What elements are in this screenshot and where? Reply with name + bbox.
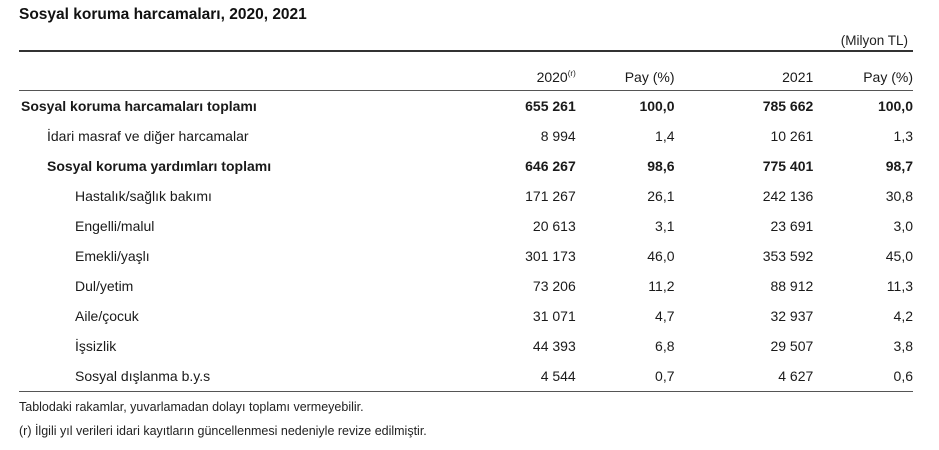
unit-label: (Milyon TL) (840, 33, 908, 48)
header-label-cell (19, 65, 425, 91)
value-2021: 10 261 (770, 128, 814, 144)
share-2020: 4,7 (655, 308, 675, 324)
header-share-2020: Pay (%) (576, 65, 675, 91)
share-2020: 46,0 (647, 248, 675, 264)
table-row (19, 211, 913, 241)
row-label: Sosyal dışlanma b.y.s (19, 361, 425, 392)
top-rule (19, 50, 913, 52)
expenditure-table (19, 65, 913, 392)
header-2020-label: 2020 (536, 69, 568, 85)
value-2021: 353 592 (762, 248, 814, 264)
value-2021: 242 136 (762, 188, 814, 204)
header-2021: 2021 (675, 65, 814, 91)
share-2020: 100,0 (639, 98, 675, 114)
table-row (19, 241, 913, 271)
table-row (19, 331, 913, 361)
share-2021: 98,7 (885, 158, 913, 174)
value-2021: 4 627 (675, 361, 814, 392)
table-header-row (19, 65, 913, 91)
row-label: Dul/yetim (75, 278, 134, 294)
value-2020: 44 393 (532, 338, 576, 354)
table-row (19, 301, 913, 331)
header-share-2021: Pay (%) (813, 65, 913, 91)
row-label: İdari masraf ve diğer harcamalar (47, 128, 249, 144)
row-label: Hastalık/sağlık bakımı (75, 188, 212, 204)
share-2020: 11,2 (648, 278, 675, 294)
table-row-benefits-total (19, 151, 913, 181)
row-label: Sosyal koruma yardımları toplamı (47, 158, 272, 174)
value-2020: 20 613 (532, 218, 576, 234)
share-2021: 30,8 (885, 188, 913, 204)
share-2020: 6,8 (655, 338, 675, 354)
value-2020: 4 544 (425, 361, 575, 392)
share-2020: 0,7 (576, 361, 675, 392)
table-title: Sosyal koruma harcamaları, 2020, 2021 (19, 6, 307, 23)
row-label: Emekli/yaşlı (75, 248, 150, 264)
row-label: İşsizlik (75, 338, 117, 354)
revised-mark: (r) (567, 69, 576, 78)
share-2020: 1,4 (655, 128, 675, 144)
value-2020: 73 206 (532, 278, 576, 294)
share-2021: 4,2 (893, 308, 913, 324)
header-2020 (425, 65, 575, 91)
table-row (19, 271, 913, 301)
value-2021: 775 401 (762, 158, 814, 174)
rounding-note: Tablodaki rakamlar, yuvarlamadan dolayı toplamı vermeyebilir. (19, 400, 364, 414)
share-2021: 0,6 (813, 361, 913, 392)
share-2021: 1,3 (893, 128, 913, 144)
revision-note: (r) İlgili yıl verileri idari kayıtların güncellenmesi nedeniyle revize edilmiştir. (19, 424, 427, 438)
table-row (19, 361, 913, 392)
share-2021: 3,8 (893, 338, 913, 354)
share-2020: 3,1 (655, 218, 675, 234)
row-label: Engelli/malul (75, 218, 155, 234)
table-row-total (19, 91, 913, 122)
value-2021: 23 691 (770, 218, 814, 234)
value-2021: 785 662 (762, 98, 814, 114)
value-2020: 655 261 (525, 98, 576, 114)
value-2020: 31 071 (532, 308, 576, 324)
value-2020: 301 173 (525, 248, 576, 264)
row-label: Aile/çocuk (75, 308, 139, 324)
share-2020: 26,1 (647, 188, 675, 204)
table-row (19, 181, 913, 211)
share-2021: 100,0 (877, 98, 913, 114)
value-2020: 646 267 (525, 158, 576, 174)
value-2020: 171 267 (525, 188, 576, 204)
share-2021: 3,0 (893, 218, 913, 234)
share-2021: 11,3 (886, 278, 913, 294)
share-2021: 45,0 (885, 248, 913, 264)
row-label: Sosyal koruma harcamaları toplamı (21, 98, 257, 114)
table-row-admin (19, 121, 913, 151)
value-2021: 88 912 (770, 278, 814, 294)
value-2021: 29 507 (770, 338, 814, 354)
value-2021: 32 937 (770, 308, 814, 324)
value-2020: 8 994 (540, 128, 576, 144)
share-2020: 98,6 (647, 158, 675, 174)
